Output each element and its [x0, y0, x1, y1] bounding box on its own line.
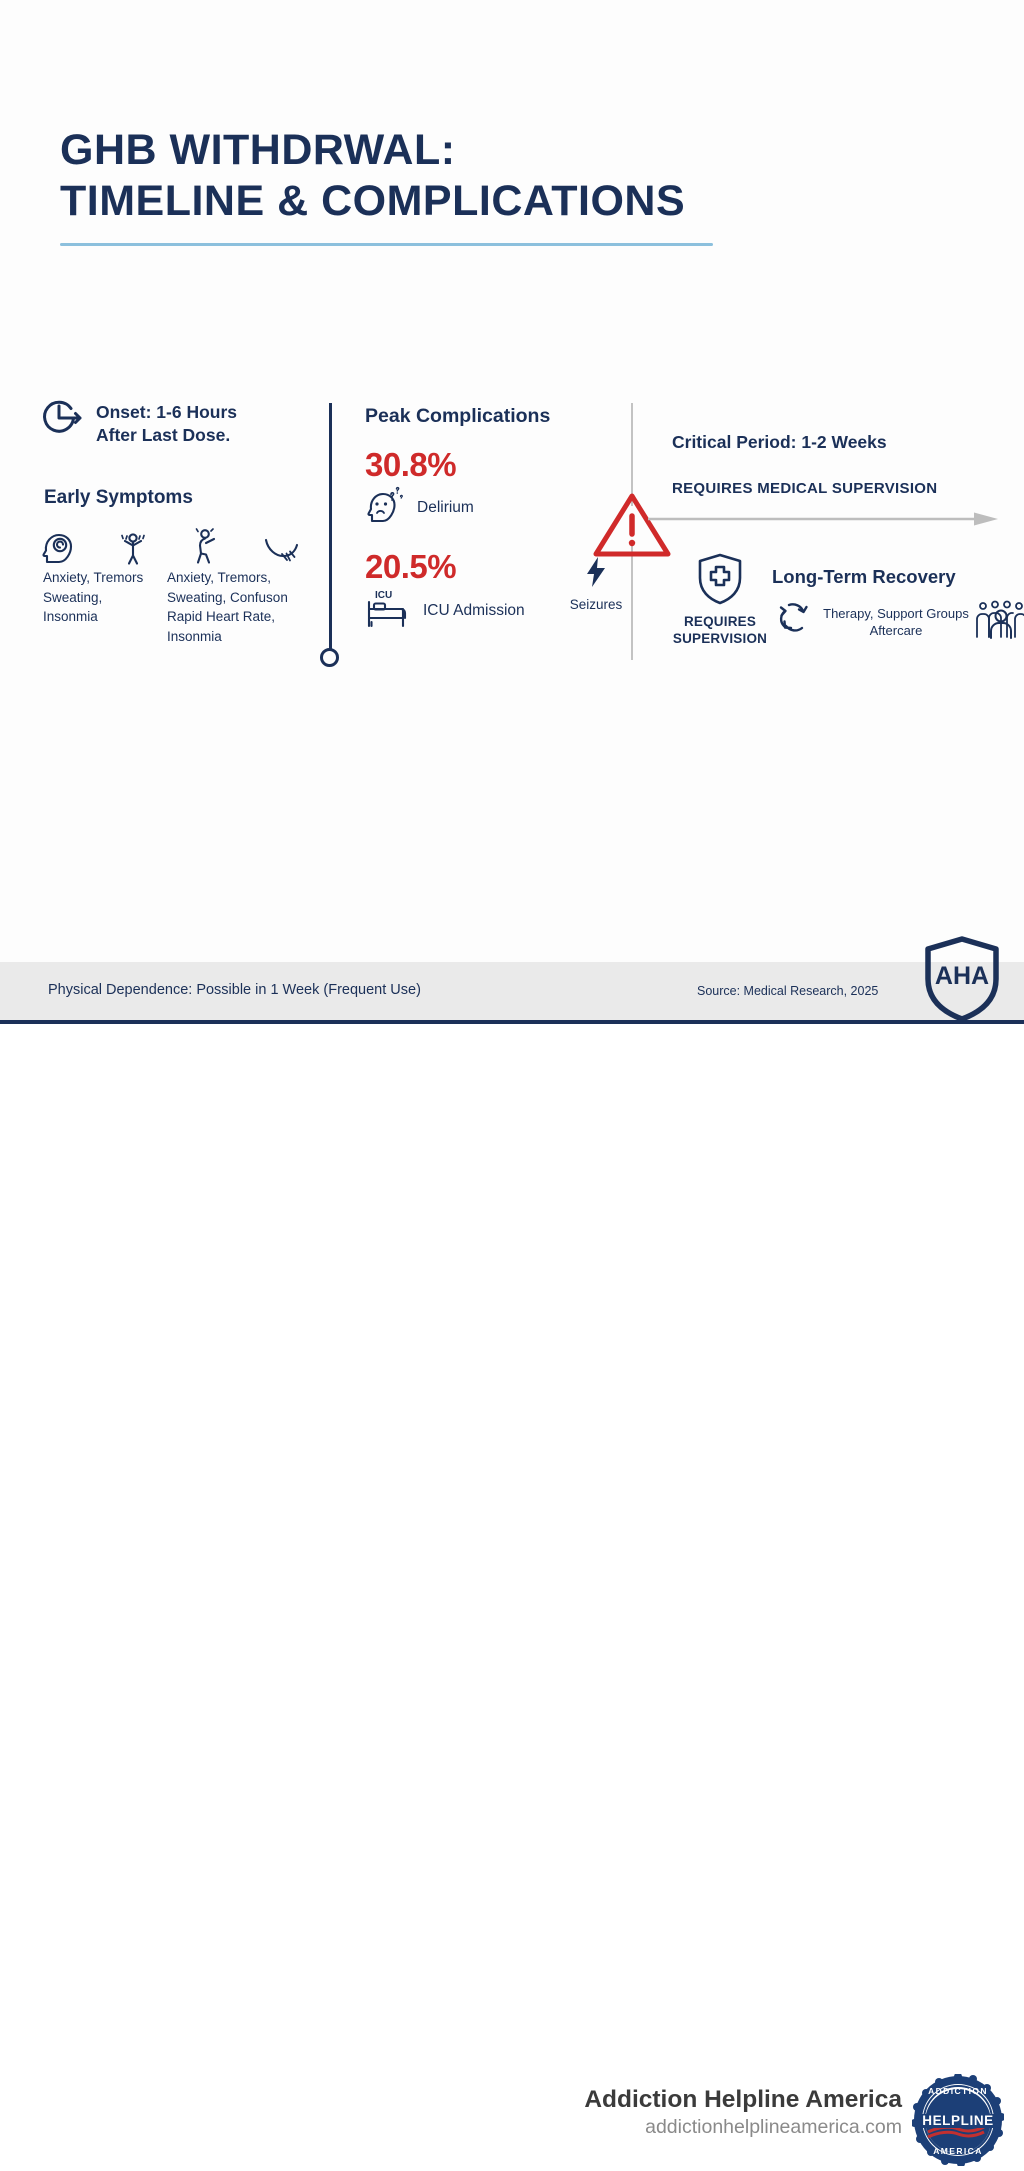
- stage-critical-block: [672, 432, 1012, 497]
- svg-text:AMERICA: AMERICA: [933, 2146, 983, 2156]
- early-symptoms-heading: Early Symptoms: [44, 487, 193, 508]
- symptom-text-1: Anxiety, Tremors Sweating, Insonmia: [43, 570, 144, 625]
- stage-peak-block: [365, 405, 595, 634]
- brand-name: Addiction Helpline America: [584, 2086, 902, 2113]
- shield-caption: [672, 613, 768, 648]
- stat-row-delirium: [365, 485, 595, 530]
- stat-row-icu: [365, 587, 595, 634]
- aha-shield-icon: [923, 936, 1001, 1027]
- brand-bar: [0, 1024, 1024, 2156]
- stage-onset-block: [38, 396, 328, 447]
- shield-caption-line-2: SUPERVISION: [672, 631, 768, 647]
- shield-caption-line-1: REQUIRES: [683, 614, 757, 629]
- symptom-text-2: Anxiety, Tremors, Sweating, Confuson Rapid Heart Rate, Insonmia: [167, 570, 288, 644]
- requires-supervision-block: [672, 552, 768, 648]
- title-line-2: TIMELINE & COMPLICATIONS: [60, 176, 686, 225]
- timeline-node-dot: [320, 648, 339, 667]
- right-arrow-icon: [648, 512, 1000, 526]
- recycle-arrows-icon: [772, 598, 818, 647]
- sweating-person-icon: [189, 527, 223, 570]
- timeline-divider-line-1: [329, 403, 332, 653]
- helpline-seal-icon: [912, 2074, 1004, 2171]
- long-term-recovery-row: [772, 598, 1024, 647]
- recovery-text: [822, 606, 970, 640]
- stat-label-icu: ICU Admission: [423, 601, 525, 619]
- title-line-1: GHB WITHDRWAL:: [60, 126, 456, 174]
- group-people-icon: [974, 599, 1024, 646]
- svg-text:HELPLINE: HELPLINE: [922, 2113, 994, 2128]
- clock-arrow-icon: [38, 396, 84, 445]
- peak-complications-heading: Peak Complications: [365, 405, 551, 427]
- page-title: [60, 125, 760, 226]
- recovery-text-line-1: Therapy, Support Groups: [823, 605, 969, 621]
- stat-value-icu: 20.5%: [365, 548, 457, 585]
- onset-text: [96, 396, 237, 447]
- anxiety-head-icon: [40, 531, 76, 570]
- symptom-icon-row: [40, 527, 302, 570]
- onset-line-2: After Last Dose.: [96, 425, 231, 446]
- svg-text:ADDICTION: ADDICTION: [928, 2086, 988, 2096]
- insomnia-icon: [262, 531, 302, 570]
- onset-line-1: Onset: 1-6 Hours: [96, 402, 237, 422]
- tremors-person-icon: [115, 529, 151, 570]
- title-underline-divider: [60, 243, 713, 246]
- svg-text:ICU: ICU: [375, 590, 393, 601]
- symptom-text-columns: [43, 568, 333, 646]
- critical-period-heading: Critical Period: 1-2 Weeks: [672, 432, 887, 452]
- long-term-recovery-heading: Long-Term Recovery: [772, 566, 956, 587]
- requires-medical-supervision-banner: REQUIRES MEDICAL SUPERVISION: [672, 480, 938, 497]
- brand-url[interactable]: addictionhelplineamerica.com: [645, 2116, 902, 2138]
- confused-head-icon: [365, 485, 407, 530]
- medical-shield-icon: [695, 552, 745, 611]
- seizures-label: Seizures: [569, 597, 623, 612]
- recovery-text-line-2: Aftercare: [869, 622, 923, 638]
- stat-value-delirium: 30.8%: [365, 446, 457, 483]
- footer-note: Physical Dependence: Possible in 1 Week (Frequent Use): [48, 982, 421, 998]
- footer-source: Source: Medical Research, 2025: [697, 984, 879, 998]
- warning-triangle-icon: [590, 488, 674, 565]
- stat-label-delirium: Delirium: [417, 498, 474, 516]
- hospital-bed-icon: [365, 587, 413, 634]
- svg-text:AHA: AHA: [934, 962, 990, 990]
